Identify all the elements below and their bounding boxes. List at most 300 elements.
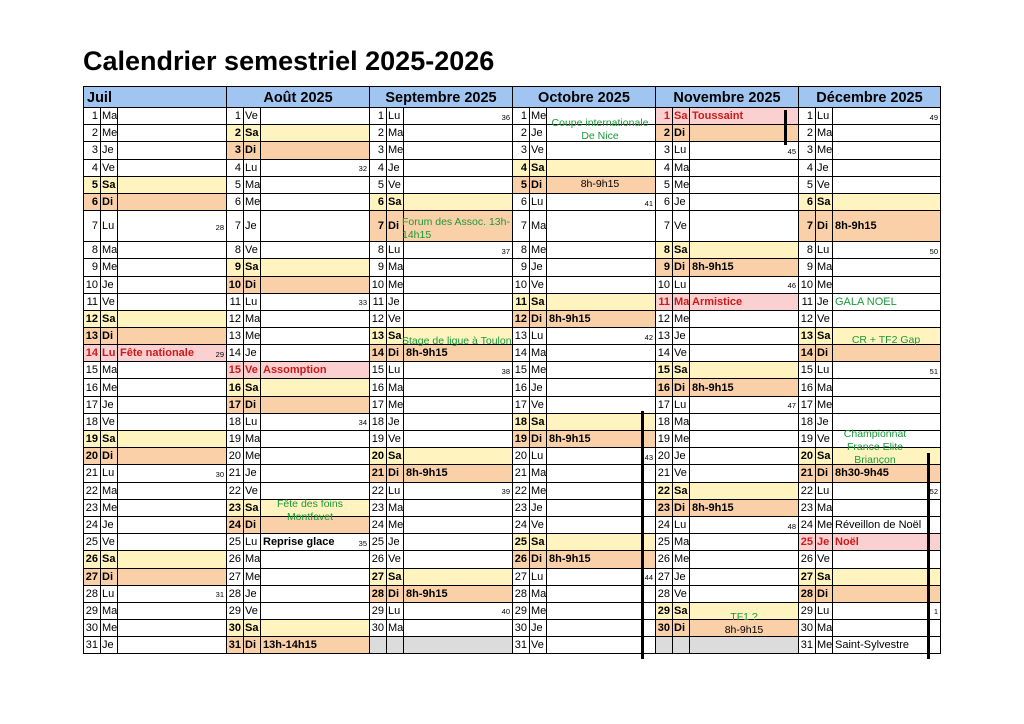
day-row[interactable] — [226, 379, 369, 396]
day-row[interactable] — [798, 294, 941, 311]
day-row[interactable] — [369, 620, 512, 637]
weekday: Me — [817, 278, 833, 291]
weekday: Di — [388, 347, 399, 360]
day-row[interactable] — [655, 277, 798, 294]
day-row[interactable] — [798, 620, 941, 637]
week-number: 30 — [215, 469, 224, 479]
weekday: Ve — [245, 244, 258, 257]
day-row[interactable] — [655, 551, 798, 568]
weekday: Di — [102, 570, 113, 583]
day-row[interactable] — [83, 108, 226, 125]
day-row[interactable] — [655, 637, 798, 654]
weekday: Lu — [817, 364, 830, 377]
day-number: 23 — [800, 501, 813, 514]
day-row[interactable] — [83, 211, 226, 242]
day-number: 22 — [800, 484, 813, 497]
note-coupe-nice: Coupe internationale De Nice — [551, 117, 649, 142]
day-number: 20 — [514, 450, 527, 463]
day-row[interactable] — [226, 534, 369, 551]
day-row[interactable] — [369, 362, 512, 379]
day-number: 11 — [372, 295, 384, 308]
day-number: 14 — [228, 347, 241, 360]
day-row[interactable] — [798, 551, 941, 568]
day-row[interactable] — [369, 311, 512, 328]
day-row[interactable] — [226, 259, 369, 276]
day-number: 3 — [377, 144, 384, 157]
day-row[interactable] — [83, 517, 226, 534]
day-row[interactable] — [512, 637, 655, 654]
day-row[interactable] — [655, 534, 798, 551]
day-row[interactable] — [655, 328, 798, 345]
day-row[interactable] — [655, 465, 798, 482]
weekday: Ma — [245, 553, 261, 566]
weekday: Lu — [245, 536, 258, 549]
day-row[interactable] — [655, 160, 798, 177]
day-number: 20 — [371, 450, 384, 463]
day-number: 6 — [91, 196, 98, 209]
weekday: Je — [674, 450, 686, 463]
day-number: 21 — [371, 467, 384, 480]
day-row[interactable] — [512, 211, 655, 242]
day-number: 10 — [85, 278, 98, 291]
weekday: Je — [388, 415, 400, 428]
weekday: Ma — [674, 536, 690, 549]
day-row[interactable] — [369, 242, 512, 259]
day-number: 7 — [663, 220, 670, 233]
day-row[interactable] — [369, 142, 512, 159]
weekday: Sa — [817, 196, 831, 209]
weekday: Me — [674, 312, 690, 325]
day-row[interactable] — [83, 483, 226, 500]
weekday: Ve — [674, 220, 687, 233]
day-number: 4 — [234, 161, 241, 174]
weekday: Me — [388, 398, 404, 411]
day-number: 31 — [85, 639, 98, 652]
day-row[interactable] — [655, 448, 798, 465]
day-row[interactable] — [798, 569, 941, 586]
day-row[interactable] — [83, 551, 226, 568]
day-row[interactable] — [798, 125, 941, 142]
day-row[interactable] — [512, 586, 655, 603]
day-number: 17 — [657, 398, 670, 411]
day-row[interactable] — [83, 603, 226, 620]
day-row[interactable] — [369, 294, 512, 311]
day-row[interactable] — [655, 483, 798, 500]
day-row[interactable] — [655, 517, 798, 534]
day-row[interactable] — [226, 362, 369, 379]
day-row[interactable] — [83, 397, 226, 414]
weekday: Lu — [388, 604, 401, 617]
day-row[interactable] — [83, 465, 226, 482]
day-row[interactable] — [655, 379, 798, 396]
day-row[interactable] — [798, 160, 941, 177]
event-bar-decembre — [927, 453, 930, 659]
day-row[interactable] — [83, 242, 226, 259]
day-row[interactable] — [369, 397, 512, 414]
day-row[interactable] — [798, 637, 941, 654]
day-row[interactable] — [83, 259, 226, 276]
weekday: Ve — [388, 312, 401, 325]
day-number: 3 — [806, 144, 813, 157]
day-row[interactable] — [83, 534, 226, 551]
weekday: Lu — [388, 484, 401, 497]
weekday: Me — [817, 144, 833, 157]
day-number: 12 — [228, 312, 241, 325]
day-row[interactable] — [512, 277, 655, 294]
day-row[interactable] — [226, 397, 369, 414]
day-event: 13h-14h15 — [263, 639, 317, 652]
day-number: 13 — [228, 330, 241, 343]
day-row[interactable] — [369, 517, 512, 534]
day-number: 19 — [85, 433, 98, 446]
day-row[interactable] — [655, 345, 798, 362]
weekday: Lu — [102, 347, 116, 360]
day-row[interactable] — [512, 448, 655, 465]
weekday: Lu — [388, 364, 401, 377]
weekday: Lu — [531, 450, 544, 463]
day-row[interactable] — [655, 211, 798, 242]
day-number: 19 — [800, 433, 813, 446]
day-row[interactable] — [655, 362, 798, 379]
day-row[interactable] — [226, 448, 369, 465]
day-row[interactable] — [226, 194, 369, 211]
week-number: 50 — [929, 246, 938, 256]
day-number: 13 — [85, 330, 98, 343]
day-number: 2 — [520, 127, 527, 140]
day-row[interactable] — [83, 414, 226, 431]
day-row[interactable] — [798, 108, 941, 125]
day-row[interactable] — [226, 603, 369, 620]
day-row[interactable] — [369, 500, 512, 517]
weekday: Di — [674, 501, 685, 514]
weekday: Je — [531, 127, 543, 140]
day-row[interactable] — [798, 177, 941, 194]
day-row[interactable] — [226, 620, 369, 637]
day-row[interactable] — [83, 345, 226, 362]
day-row[interactable] — [369, 603, 512, 620]
weekday: Me — [102, 261, 118, 274]
day-row[interactable] — [83, 637, 226, 654]
day-row[interactable] — [512, 345, 655, 362]
day-row[interactable] — [798, 379, 941, 396]
day-row[interactable] — [83, 194, 226, 211]
day-row[interactable] — [655, 125, 798, 142]
weekday: Sa — [674, 110, 688, 123]
day-number: 5 — [234, 178, 241, 191]
day-event: 8h-9h15 — [692, 261, 734, 274]
day-row[interactable] — [369, 637, 512, 654]
weekday: Di — [817, 467, 828, 480]
day-row[interactable] — [512, 414, 655, 431]
weekday: Di — [531, 178, 542, 191]
weekday: Ma — [388, 501, 404, 514]
day-number: 3 — [234, 144, 241, 157]
weekday: Di — [674, 381, 685, 394]
day-number: 28 — [85, 587, 98, 600]
day-row[interactable] — [798, 397, 941, 414]
day-row[interactable] — [512, 259, 655, 276]
day-row[interactable] — [226, 177, 369, 194]
weekday: Lu — [817, 244, 830, 257]
day-row[interactable] — [226, 242, 369, 259]
day-row[interactable] — [798, 517, 941, 534]
day-row[interactable] — [798, 311, 941, 328]
day-row[interactable] — [512, 328, 655, 345]
day-row[interactable] — [655, 397, 798, 414]
weekday: Ma — [531, 587, 547, 600]
day-row[interactable] — [369, 414, 512, 431]
day-number: 2 — [91, 127, 98, 140]
day-row[interactable] — [369, 569, 512, 586]
weekday: Ma — [102, 364, 118, 377]
weekday: Sa — [245, 501, 259, 514]
day-number: 13 — [514, 330, 527, 343]
day-number: 5 — [806, 178, 813, 191]
day-row[interactable] — [226, 345, 369, 362]
day-row[interactable] — [512, 534, 655, 551]
day-row[interactable] — [226, 569, 369, 586]
weekday: Di — [531, 553, 542, 566]
day-number: 8 — [91, 244, 98, 257]
day-row[interactable] — [512, 431, 655, 448]
day-row[interactable] — [226, 637, 369, 654]
day-row[interactable] — [798, 465, 941, 482]
day-number: 8 — [663, 244, 670, 257]
day-number: 31 — [800, 639, 813, 652]
weekday: Ve — [817, 433, 830, 446]
day-row[interactable] — [369, 259, 512, 276]
day-row[interactable] — [83, 620, 226, 637]
weekday: Ma — [388, 261, 404, 274]
day-number: 17 — [85, 398, 98, 411]
day-row[interactable] — [226, 414, 369, 431]
event-bar-novembre — [784, 110, 787, 145]
day-row[interactable] — [512, 311, 655, 328]
day-row[interactable] — [655, 311, 798, 328]
day-row[interactable] — [655, 194, 798, 211]
day-row[interactable] — [83, 177, 226, 194]
day-row[interactable] — [83, 448, 226, 465]
weekday: Ve — [674, 587, 687, 600]
day-number: 8 — [520, 244, 527, 257]
day-number: 30 — [85, 622, 98, 635]
weekday: Me — [245, 570, 261, 583]
day-row[interactable] — [655, 431, 798, 448]
day-number: 20 — [800, 450, 813, 463]
day-number: 29 — [228, 604, 241, 617]
day-row[interactable] — [369, 465, 512, 482]
day-row[interactable] — [512, 551, 655, 568]
weekday: Me — [388, 519, 404, 532]
day-row[interactable] — [512, 517, 655, 534]
day-row[interactable] — [798, 603, 941, 620]
day-row[interactable] — [226, 160, 369, 177]
weekday: Ma — [102, 604, 118, 617]
day-row[interactable] — [655, 586, 798, 603]
week-number: 38 — [501, 366, 510, 376]
day-row[interactable] — [83, 142, 226, 159]
weekday: Ma — [388, 622, 404, 635]
weekday: Je — [531, 501, 543, 514]
weekday: Ma — [245, 433, 261, 446]
weekday: Je — [817, 536, 830, 549]
weekday: Je — [388, 295, 400, 308]
day-row[interactable] — [369, 586, 512, 603]
day-row[interactable] — [655, 142, 798, 159]
weekday: Sa — [102, 312, 116, 325]
day-row[interactable] — [369, 277, 512, 294]
day-row[interactable] — [512, 160, 655, 177]
day-row[interactable] — [83, 125, 226, 142]
day-row[interactable] — [798, 586, 941, 603]
day-row[interactable] — [369, 448, 512, 465]
day-row[interactable] — [512, 500, 655, 517]
day-row[interactable] — [512, 397, 655, 414]
day-number: 3 — [91, 144, 98, 157]
day-row[interactable] — [512, 142, 655, 159]
day-row[interactable] — [83, 569, 226, 586]
day-row[interactable] — [798, 242, 941, 259]
weekday: Ve — [388, 553, 401, 566]
day-row[interactable] — [226, 328, 369, 345]
day-row[interactable] — [798, 345, 941, 362]
day-row[interactable] — [226, 294, 369, 311]
day-row[interactable] — [655, 108, 798, 125]
day-number: 17 — [800, 398, 813, 411]
day-row[interactable] — [226, 431, 369, 448]
day-number: 11 — [801, 295, 813, 308]
day-row[interactable] — [226, 586, 369, 603]
day-number: 9 — [520, 261, 527, 274]
day-number: 12 — [514, 312, 527, 325]
weekday: Me — [102, 622, 118, 635]
week-number: 36 — [501, 112, 510, 122]
day-row[interactable] — [83, 362, 226, 379]
month-header: Décembre 2025 — [798, 86, 941, 108]
day-row[interactable] — [369, 125, 512, 142]
day-row[interactable] — [369, 108, 512, 125]
day-row[interactable] — [226, 108, 369, 125]
day-row[interactable] — [512, 620, 655, 637]
weekday: Sa — [817, 570, 831, 583]
day-row[interactable] — [226, 125, 369, 142]
day-row[interactable] — [369, 177, 512, 194]
day-row[interactable] — [512, 362, 655, 379]
day-event: 8h-9h15 — [549, 433, 591, 446]
day-number: 15 — [800, 364, 813, 377]
weekday: Sa — [674, 484, 688, 497]
weekday: Lu — [388, 110, 401, 123]
day-row[interactable] — [83, 586, 226, 603]
day-row[interactable] — [226, 311, 369, 328]
day-row[interactable] — [83, 328, 226, 345]
weekday: Lu — [531, 196, 544, 209]
day-row[interactable] — [226, 465, 369, 482]
weekday: Ma — [102, 244, 118, 257]
day-number: 29 — [371, 604, 384, 617]
day-row[interactable] — [226, 211, 369, 242]
day-row[interactable] — [655, 242, 798, 259]
day-number: 13 — [800, 330, 813, 343]
day-row[interactable] — [798, 500, 941, 517]
day-row[interactable] — [83, 294, 226, 311]
day-row[interactable] — [369, 551, 512, 568]
week-number: 40 — [501, 607, 510, 617]
day-row[interactable] — [369, 534, 512, 551]
weekday: Me — [388, 144, 404, 157]
day-row[interactable] — [798, 534, 941, 551]
day-row[interactable] — [83, 160, 226, 177]
day-number: 3 — [520, 144, 527, 157]
day-row[interactable] — [512, 294, 655, 311]
day-row[interactable] — [369, 379, 512, 396]
weekday: Di — [817, 587, 828, 600]
day-row[interactable] — [798, 259, 941, 276]
week-number: 51 — [929, 366, 938, 376]
day-row[interactable] — [798, 142, 941, 159]
weekday: Sa — [245, 381, 259, 394]
day-row[interactable] — [512, 379, 655, 396]
day-row[interactable] — [369, 194, 512, 211]
day-number: 16 — [657, 381, 670, 394]
day-row[interactable] — [655, 259, 798, 276]
day-number: 11 — [515, 295, 527, 308]
day-row[interactable] — [512, 603, 655, 620]
weekday: Je — [531, 381, 543, 394]
day-row[interactable] — [655, 294, 798, 311]
day-row[interactable] — [369, 483, 512, 500]
month-header: Novembre 2025 — [655, 86, 798, 108]
day-event: Reprise glace — [263, 536, 335, 549]
day-row[interactable] — [83, 277, 226, 294]
day-row[interactable] — [655, 414, 798, 431]
day-row[interactable] — [655, 177, 798, 194]
day-row[interactable] — [83, 379, 226, 396]
weekday: Di — [674, 127, 685, 140]
day-row[interactable] — [512, 483, 655, 500]
day-row[interactable] — [226, 277, 369, 294]
day-row[interactable] — [512, 194, 655, 211]
day-row[interactable] — [512, 465, 655, 482]
day-row[interactable] — [798, 277, 941, 294]
day-row[interactable] — [83, 311, 226, 328]
day-row[interactable] — [655, 500, 798, 517]
day-number: 17 — [371, 398, 384, 411]
day-number: 2 — [806, 127, 813, 140]
week-number: 33 — [358, 298, 367, 308]
day-row[interactable] — [83, 431, 226, 448]
day-row[interactable] — [655, 569, 798, 586]
day-row[interactable] — [798, 483, 941, 500]
day-row[interactable] — [226, 551, 369, 568]
day-row[interactable] — [226, 142, 369, 159]
day-row[interactable] — [512, 569, 655, 586]
day-row[interactable] — [798, 362, 941, 379]
day-number: 25 — [85, 536, 98, 549]
day-row[interactable] — [369, 160, 512, 177]
day-row[interactable] — [798, 194, 941, 211]
day-number: 22 — [228, 484, 241, 497]
day-row[interactable] — [512, 242, 655, 259]
day-row[interactable] — [798, 211, 941, 242]
day-row[interactable] — [369, 431, 512, 448]
month-column — [655, 86, 798, 654]
weekday: Di — [531, 433, 542, 446]
day-row[interactable] — [83, 500, 226, 517]
day-number: 29 — [85, 604, 98, 617]
weekday: Sa — [817, 450, 831, 463]
day-event: 8h30-9h45 — [835, 467, 889, 480]
